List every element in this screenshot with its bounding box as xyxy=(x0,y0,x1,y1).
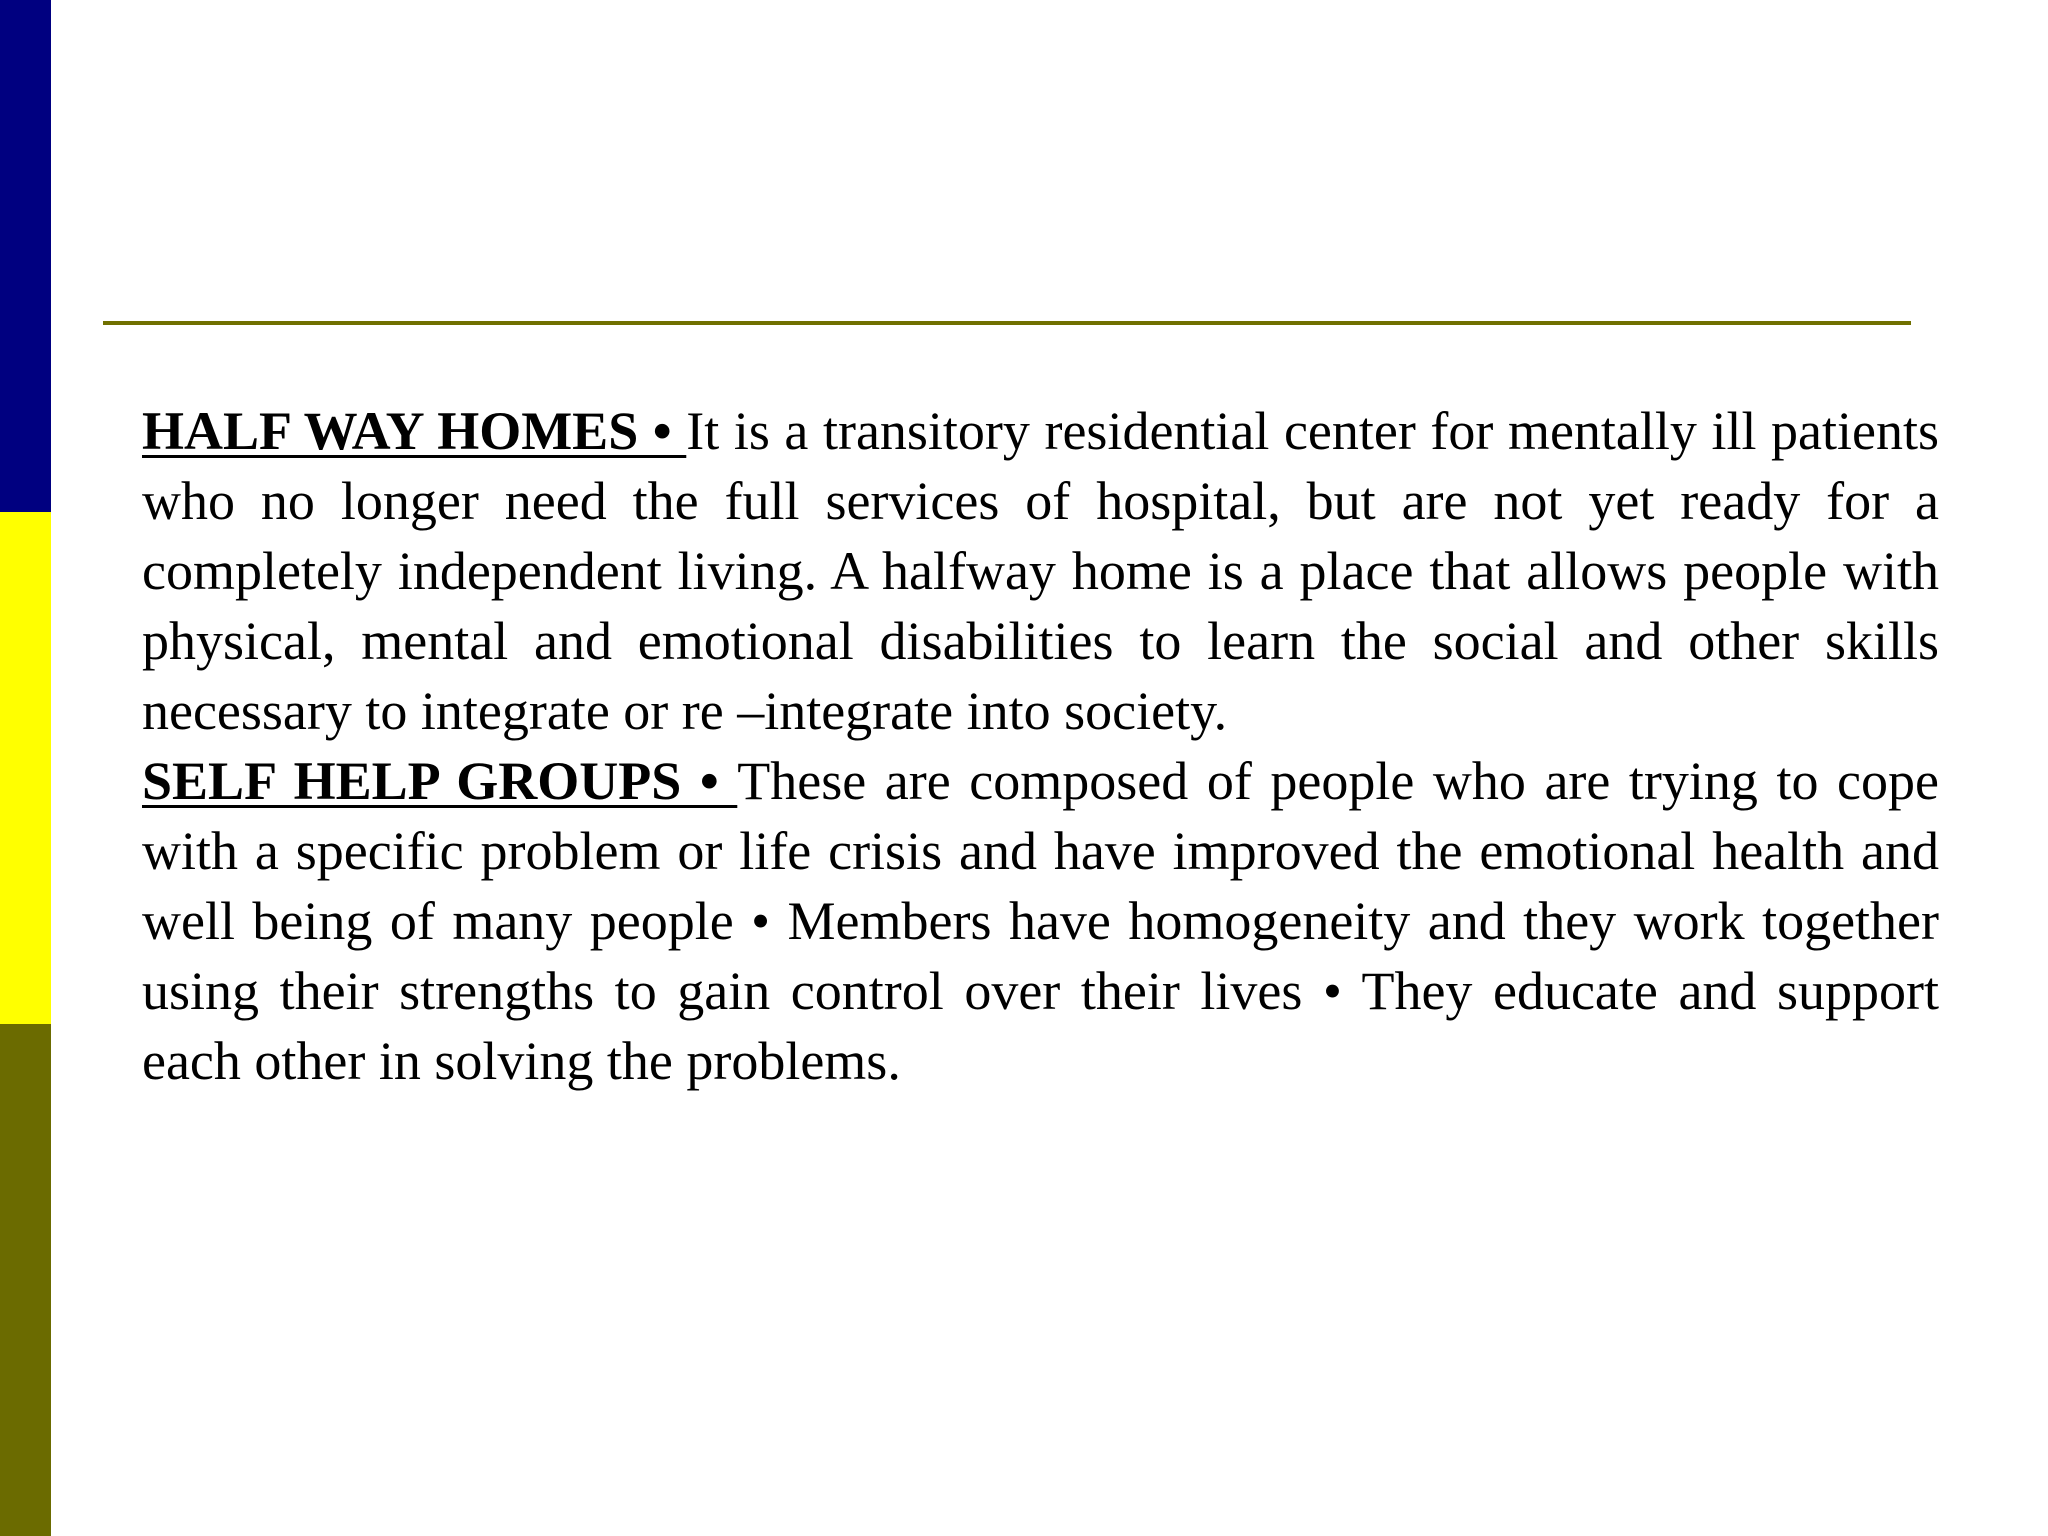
half-way-homes-paragraph xyxy=(142,396,1939,746)
self-help-groups-text: These are composed of people who are trying to cope with a specific problem or life crisis and have improved the emotional health and well being of many people • Members have homogeneity and they work together using their strengths to gain control over their lives • They educate and support each other in solving the problems. xyxy=(142,751,1939,1091)
half-way-homes-text: It is a transitory residential center for mentally ill patients who no longer need the full services of hospital, but are not yet ready for a completely independent living. A halfway home is a place that allows people with physical, mental and emotional disabilities to learn the social and other skills necessary to integrate or re –integrate into society. xyxy=(142,401,1940,741)
side-bar-olive-segment xyxy=(0,1024,51,1536)
self-help-groups-heading: SELF HELP GROUPS • xyxy=(142,751,738,811)
title-divider-line xyxy=(103,321,1911,325)
self-help-groups-paragraph xyxy=(142,746,1939,1096)
slide-body xyxy=(142,396,1939,1096)
side-bar-blue-segment xyxy=(0,0,51,512)
half-way-homes-heading: HALF WAY HOMES • xyxy=(142,401,687,461)
side-bar-yellow-segment xyxy=(0,512,51,1024)
